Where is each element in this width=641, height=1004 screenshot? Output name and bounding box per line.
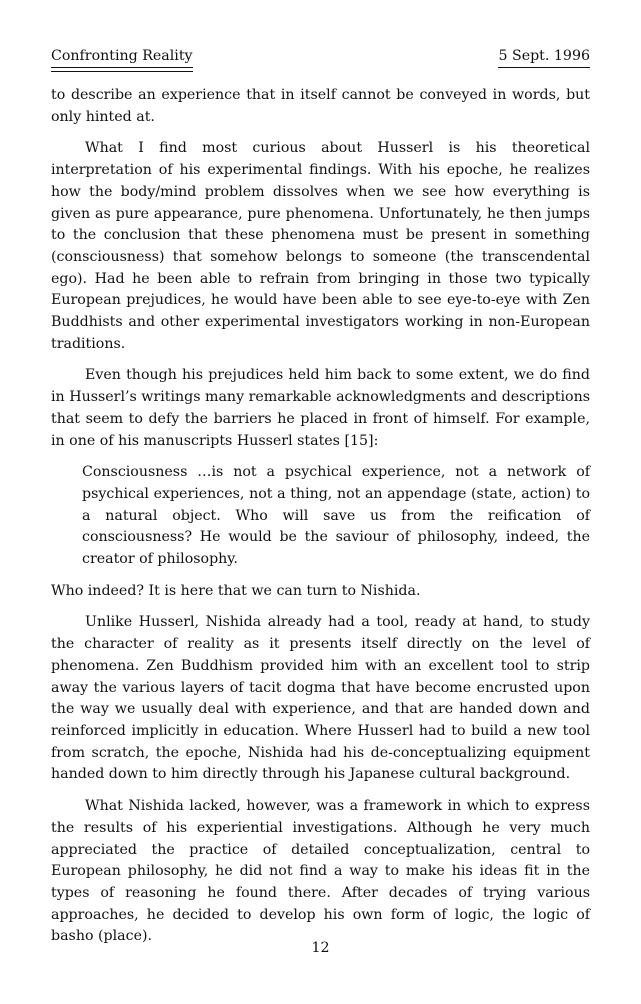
paragraph-nishida-framework: What Nishida lacked, however, was a framework in which to express the results of his experiential investigations. Although he very much appreciated the practice of detailed conceptualization, central to European philosophy, he did not find a way to make his ideas fit in the types of reasoning he found there. After decades of trying various approaches, he decided to develop his own form of logic, the logic of basho (place). bbox=[51, 798, 590, 945]
page-number: 12 bbox=[311, 940, 330, 956]
paragraph-who-indeed: Who indeed? It is here that we can turn to Nishida. bbox=[51, 582, 421, 599]
paragraph-continuation: to describe an experience that in itself cannot be conveyed in words, but only hinted at. bbox=[51, 87, 590, 125]
paragraph-husserl-interpretation: What I find most curious about Husserl is his theoretical interpretation of his experimental findings. With his epoche, he realizes how the body/mind problem dissolves when we see how everything is given as pure appearance, pure phenomena. Unfortunately, he then jumps to the conclusion that these phenomena must be present in something (consciousness) that somehow belongs to someone (the transcendental ego). Had he been able to refrain from bringing in those two typically European prejudices, he would have been able to see eye-to-eye with Zen Buddhists and other experimental investigators working in non-European traditions. bbox=[51, 140, 590, 352]
document-page bbox=[51, 46, 590, 958]
husserl-quote: Consciousness …is not a psychical experience, not a network of psychical experiences, not a thing, not an appendage (state, action) to a natural object. Who will save us from the reification of consciousness? He would be the saviour of philosophy, indeed, the creator of philosophy. bbox=[82, 464, 590, 568]
paragraph-nishida-tool: Unlike Husserl, Nishida already had a tool, ready at hand, to study the character of reality as it presents itself directly on the level of phenomena. Zen Buddhism provided him with an excellent tool to strip away the various layers of tacit dogma that have become encrusted upon the way we usually deal with experience, and that are handed down and reinforced implicitly in education. Where Husserl had to build a new tool from scratch, the epoche, Nishida had his de-conceptualizing equipment handed down to him directly through his Japanese cultural background. bbox=[51, 614, 590, 783]
body-text bbox=[51, 85, 590, 948]
running-header bbox=[51, 46, 590, 74]
running-title: Confronting Reality bbox=[51, 46, 193, 68]
running-date: 5 Sept. 1996 bbox=[498, 46, 590, 68]
paragraph-husserl-prejudices: Even though his prejudices held him back to some extent, we do find in Husserl’s writings many remarkable acknowledgments and descriptions that seem to defy the barriers he placed in front of himself. For example, in one of his manuscripts Husserl states [15]: bbox=[51, 367, 590, 449]
